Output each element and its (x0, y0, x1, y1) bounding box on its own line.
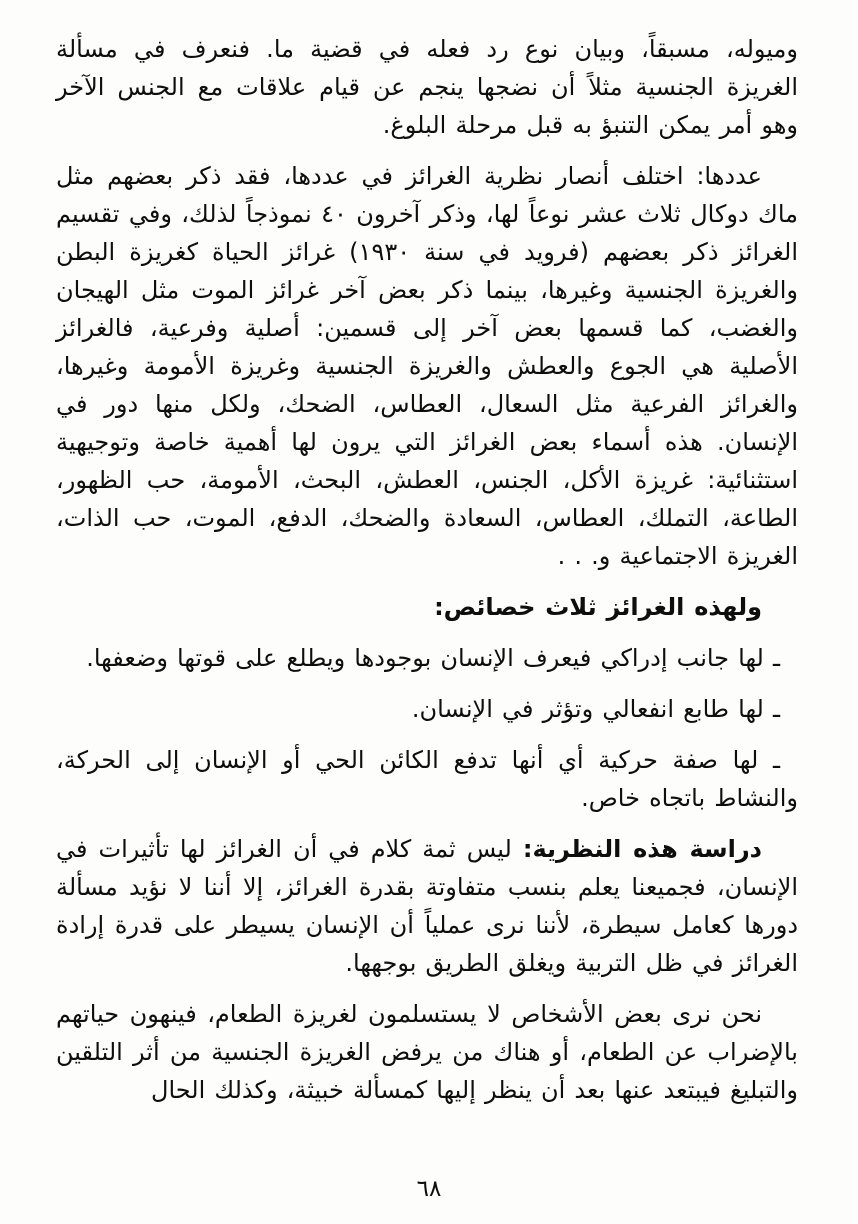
paragraph-2: عددها: اختلف أنصار نظرية الغرائز في عددها، فقد ذكر بعضهم مثل ماك دوكال ثلاث عشر نوعاً لها، وذكر آخرون ٤٠ نموذجاً لذلك، وفي تقسيم الغرائز ذكر بعضهم (فرويد في سنة ١٩٣٠) غرائز الحياة كغريزة البطن والغريزة الجنسية وغيرها، بينما ذكر بعض آخر غرائز الموت مثل الهيجان والغضب، كما قسمها بعض آخر إلى قسمين: أصلية وفرعية، فالغرائز الأصلية هي الجوع والعطش والغريزة الجنسية وغريزة الأمومة وغيرها، والغرائز الفرعية مثل السعال، العطاس، الضحك، ولكل منها دور في الإنسان. هذه أسماء بعض الغرائز التي يرون لها أهمية خاصة وتوجيهية استثنائية: غريزة الأكل، الجنس، العطش، البحث، الأمومة، حب الظهور، الطاعة، التملك، العطاس، السعادة والضحك، الدفع، الموت، حب الذات، الغريزة الاجتماعية و. . . (56, 162, 798, 570)
paragraph-1: وميوله، مسبقاً، وبيان نوع رد فعله في قضية ما. فنعرف في مسألة الغريزة الجنسية مثلاً أن نضجها ينجم عن قيام علاقات مع الجنس الآخر وهو أمر يمكن التنبؤ به قبل مرحلة البلوغ. (56, 35, 798, 139)
paragraph-7: دراسة هذه النظرية: ليس ثمة كلام في أن الغرائز لها تأثيرات في الإنسان، فجميعنا يعلم بنسب متفاوتة بقدرة الغرائز، إلا أننا لا نؤيد مسألة دورها كعامل سيطرة، لأننا نرى عملياً أن الإنسان يسيطر على قدرة إرادة الغرائز في ظل التربية ويغلق الطريق بوجهها. (56, 835, 798, 977)
paragraph-5: ـ لها طابع انفعالي وتؤثر في الإنسان. (411, 695, 780, 723)
paragraph-3: ولهذه الغرائز ثلاث خصائص: (434, 593, 762, 621)
page-number: ٦٨ (416, 1176, 442, 1202)
paragraph-bold-lead: دراسة هذه النظرية: (522, 835, 762, 863)
paragraph-6: ـ لها صفة حركية أي أنها تدفع الكائن الحي أو الإنسان إلى الحركة، والنشاط باتجاه خاص. (56, 746, 798, 812)
paragraph-4: ـ لها جانب إدراكي فيعرف الإنسان بوجودها ويطلع على قوتها وضعفها. (86, 644, 780, 672)
page-text (56, 30, 798, 1109)
paragraph-8: نحن نرى بعض الأشخاص لا يستسلمون لغريزة الطعام، فينهون حياتهم بالإضراب عن الطعام، أو هناك من يرفض الغريزة الجنسية من أثر التلقين والتبليغ فيبتعد عنها بعد أن ينظر إليها كمسألة خبيثة، وكذلك الحال (56, 1000, 798, 1104)
